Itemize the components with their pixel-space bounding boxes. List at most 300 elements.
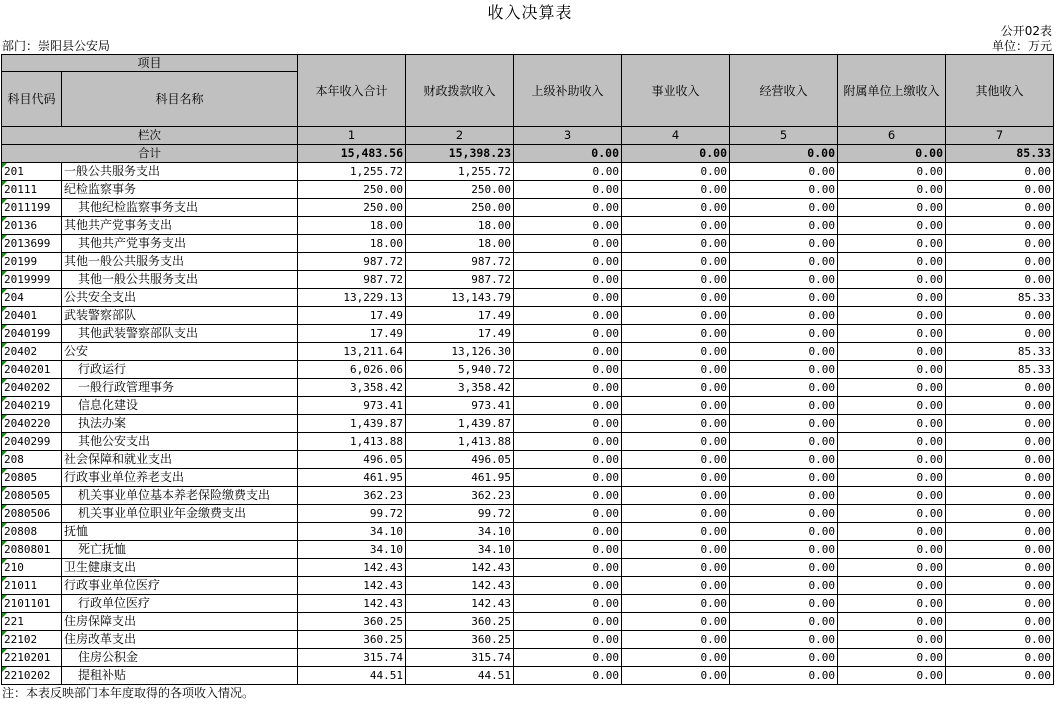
total-label: 合计 [2, 145, 298, 163]
value-cell: 0.00 [730, 199, 838, 217]
subject-code: 22102 [2, 631, 62, 649]
value-cell: 0.00 [514, 595, 622, 613]
value-cell: 0.00 [946, 235, 1054, 253]
value-cell: 0.00 [622, 325, 730, 343]
value-cell: 0.00 [946, 631, 1054, 649]
value-cell: 1,255.72 [298, 163, 406, 181]
value-cell: 0.00 [622, 559, 730, 577]
table-row [2, 451, 1054, 469]
value-cell: 0.00 [946, 217, 1054, 235]
value-cell: 0.00 [730, 181, 838, 199]
value-cell: 0.00 [838, 307, 946, 325]
total-row [2, 145, 1054, 163]
value-cell: 142.43 [406, 577, 514, 595]
value-cell: 18.00 [298, 217, 406, 235]
subject-code: 2013699 [2, 235, 62, 253]
value-cell: 0.00 [730, 361, 838, 379]
subject-name: 其他纪检监察事务支出 [62, 199, 298, 217]
value-cell: 0.00 [838, 271, 946, 289]
value-cell: 0.00 [946, 325, 1054, 343]
total-value: 0.00 [514, 145, 622, 163]
value-cell: 0.00 [622, 505, 730, 523]
value-cell: 0.00 [514, 199, 622, 217]
value-cell: 0.00 [730, 523, 838, 541]
table-row [2, 631, 1054, 649]
table-row [2, 415, 1054, 433]
value-cell: 0.00 [514, 343, 622, 361]
value-cell: 987.72 [406, 253, 514, 271]
value-cell: 0.00 [514, 613, 622, 631]
subject-code: 2040299 [2, 433, 62, 451]
value-cell: 250.00 [406, 181, 514, 199]
value-cell: 0.00 [730, 271, 838, 289]
value-cell: 0.00 [730, 397, 838, 415]
column-index: 7 [946, 127, 1054, 145]
value-cell: 17.49 [406, 307, 514, 325]
value-cell: 0.00 [838, 181, 946, 199]
value-cell: 0.00 [946, 271, 1054, 289]
value-cell: 17.49 [406, 325, 514, 343]
value-cell: 360.25 [298, 613, 406, 631]
subject-name: 一般公共服务支出 [62, 163, 298, 181]
subject-name: 其他公安支出 [62, 433, 298, 451]
subject-code: 2040202 [2, 379, 62, 397]
value-cell: 496.05 [298, 451, 406, 469]
table-row [2, 649, 1054, 667]
value-cell: 85.33 [946, 289, 1054, 307]
value-cell: 0.00 [730, 379, 838, 397]
value-cell: 0.00 [622, 613, 730, 631]
value-cell: 0.00 [730, 505, 838, 523]
value-cell: 0.00 [946, 505, 1054, 523]
value-cell: 0.00 [514, 397, 622, 415]
value-cell: 34.10 [406, 523, 514, 541]
subject-code: 2040199 [2, 325, 62, 343]
total-value: 0.00 [730, 145, 838, 163]
subject-name: 住房改革支出 [62, 631, 298, 649]
value-cell: 17.49 [298, 307, 406, 325]
value-cell: 1,413.88 [298, 433, 406, 451]
value-cell: 0.00 [838, 595, 946, 613]
value-cell: 0.00 [838, 379, 946, 397]
value-cell: 0.00 [730, 163, 838, 181]
value-cell: 0.00 [946, 613, 1054, 631]
value-cell: 0.00 [946, 559, 1054, 577]
subject-name: 信息化建设 [62, 397, 298, 415]
subject-name: 武装警察部队 [62, 307, 298, 325]
column-index: 5 [730, 127, 838, 145]
value-cell: 0.00 [946, 397, 1054, 415]
value-cell: 142.43 [298, 595, 406, 613]
value-cell: 0.00 [514, 181, 622, 199]
value-cell: 0.00 [946, 379, 1054, 397]
subject-code: 20808 [2, 523, 62, 541]
value-cell: 0.00 [730, 631, 838, 649]
value-cell: 250.00 [406, 199, 514, 217]
subject-code: 2210201 [2, 649, 62, 667]
value-cell: 360.25 [406, 631, 514, 649]
header-code: 科目代码 [2, 72, 62, 127]
header-col-1: 本年收入合计 [298, 55, 406, 127]
value-cell: 0.00 [838, 163, 946, 181]
value-cell: 0.00 [622, 217, 730, 235]
value-cell: 0.00 [514, 667, 622, 685]
value-cell: 360.25 [406, 613, 514, 631]
table-row [2, 505, 1054, 523]
value-cell: 362.23 [298, 487, 406, 505]
value-cell: 34.10 [406, 541, 514, 559]
value-cell: 0.00 [946, 181, 1054, 199]
value-cell: 0.00 [622, 415, 730, 433]
value-cell: 0.00 [838, 433, 946, 451]
total-value: 0.00 [622, 145, 730, 163]
value-cell: 0.00 [838, 397, 946, 415]
header-col-3: 上级补助收入 [514, 55, 622, 127]
total-value: 85.33 [946, 145, 1054, 163]
table-row [2, 235, 1054, 253]
value-cell: 0.00 [622, 451, 730, 469]
value-cell: 0.00 [838, 541, 946, 559]
subject-code: 201 [2, 163, 62, 181]
subject-code: 2040201 [2, 361, 62, 379]
value-cell: 0.00 [514, 307, 622, 325]
subject-code: 20111 [2, 181, 62, 199]
header-col-4: 事业收入 [622, 55, 730, 127]
table-row [2, 199, 1054, 217]
unit-label: 单位：万元 [991, 39, 1052, 53]
table-row [2, 325, 1054, 343]
value-cell: 987.72 [406, 271, 514, 289]
value-cell: 0.00 [514, 559, 622, 577]
value-cell: 0.00 [838, 343, 946, 361]
value-cell: 0.00 [514, 649, 622, 667]
value-cell: 0.00 [622, 307, 730, 325]
value-cell: 0.00 [514, 271, 622, 289]
value-cell: 44.51 [406, 667, 514, 685]
value-cell: 0.00 [730, 325, 838, 343]
subject-name: 公共安全支出 [62, 289, 298, 307]
value-cell: 0.00 [838, 667, 946, 685]
table-row [2, 163, 1054, 181]
value-cell: 13,143.79 [406, 289, 514, 307]
value-cell: 0.00 [622, 253, 730, 271]
subject-name: 执法办案 [62, 415, 298, 433]
table-row [2, 361, 1054, 379]
subject-code: 2080506 [2, 505, 62, 523]
column-index: 3 [514, 127, 622, 145]
column-index: 1 [298, 127, 406, 145]
value-cell: 0.00 [730, 487, 838, 505]
value-cell: 0.00 [622, 271, 730, 289]
subject-code: 21011 [2, 577, 62, 595]
total-value: 15,483.56 [298, 145, 406, 163]
table-row [2, 577, 1054, 595]
column-index: 6 [838, 127, 946, 145]
value-cell: 0.00 [838, 505, 946, 523]
value-cell: 0.00 [838, 361, 946, 379]
table-row [2, 379, 1054, 397]
value-cell: 0.00 [514, 415, 622, 433]
value-cell: 360.25 [298, 631, 406, 649]
value-cell: 0.00 [622, 181, 730, 199]
value-cell: 315.74 [406, 649, 514, 667]
value-cell: 0.00 [622, 361, 730, 379]
table-row [2, 253, 1054, 271]
value-cell: 6,026.06 [298, 361, 406, 379]
subject-code: 2080801 [2, 541, 62, 559]
table-row [2, 433, 1054, 451]
value-cell: 1,439.87 [406, 415, 514, 433]
header-item: 项目 [2, 55, 298, 72]
value-cell: 3,358.42 [406, 379, 514, 397]
column-index: 4 [622, 127, 730, 145]
subject-name: 纪检监察事务 [62, 181, 298, 199]
subject-name: 一般行政管理事务 [62, 379, 298, 397]
value-cell: 0.00 [514, 289, 622, 307]
value-cell: 0.00 [514, 541, 622, 559]
subject-name: 死亡抚恤 [62, 541, 298, 559]
table-row [2, 523, 1054, 541]
column-index: 2 [406, 127, 514, 145]
table-row [2, 271, 1054, 289]
value-cell: 0.00 [730, 307, 838, 325]
value-cell: 0.00 [730, 541, 838, 559]
subject-code: 210 [2, 559, 62, 577]
table-row [2, 541, 1054, 559]
value-cell: 13,229.13 [298, 289, 406, 307]
subject-name: 其他一般公共服务支出 [62, 271, 298, 289]
value-cell: 1,255.72 [406, 163, 514, 181]
table-row [2, 343, 1054, 361]
value-cell: 0.00 [730, 253, 838, 271]
value-cell: 142.43 [298, 559, 406, 577]
value-cell: 0.00 [622, 379, 730, 397]
header-col-7: 其他收入 [946, 55, 1054, 127]
value-cell: 1,439.87 [298, 415, 406, 433]
subject-name: 卫生健康支出 [62, 559, 298, 577]
value-cell: 0.00 [622, 487, 730, 505]
header-col-5: 经营收入 [730, 55, 838, 127]
value-cell: 0.00 [622, 163, 730, 181]
value-cell: 0.00 [622, 649, 730, 667]
subject-code: 20805 [2, 469, 62, 487]
value-cell: 0.00 [514, 235, 622, 253]
value-cell: 461.95 [406, 469, 514, 487]
value-cell: 0.00 [730, 595, 838, 613]
table-row [2, 469, 1054, 487]
value-cell: 0.00 [838, 487, 946, 505]
value-cell: 0.00 [838, 415, 946, 433]
value-cell: 18.00 [298, 235, 406, 253]
value-cell: 0.00 [514, 487, 622, 505]
subject-name: 机关事业单位基本养老保险缴费支出 [62, 487, 298, 505]
value-cell: 99.72 [406, 505, 514, 523]
value-cell: 0.00 [514, 523, 622, 541]
value-cell: 0.00 [514, 163, 622, 181]
subject-code: 2210202 [2, 667, 62, 685]
value-cell: 0.00 [838, 523, 946, 541]
value-cell: 0.00 [514, 217, 622, 235]
income-table [1, 54, 1054, 685]
subject-code: 2040220 [2, 415, 62, 433]
value-cell: 0.00 [946, 451, 1054, 469]
subject-name: 抚恤 [62, 523, 298, 541]
subject-code: 221 [2, 613, 62, 631]
value-cell: 0.00 [622, 199, 730, 217]
subject-name: 行政单位医疗 [62, 595, 298, 613]
value-cell: 0.00 [946, 469, 1054, 487]
value-cell: 0.00 [730, 451, 838, 469]
value-cell: 5,940.72 [406, 361, 514, 379]
value-cell: 142.43 [406, 595, 514, 613]
value-cell: 0.00 [838, 649, 946, 667]
total-value: 0.00 [838, 145, 946, 163]
value-cell: 0.00 [946, 433, 1054, 451]
value-cell: 18.00 [406, 235, 514, 253]
value-cell: 0.00 [622, 469, 730, 487]
value-cell: 0.00 [622, 631, 730, 649]
value-cell: 0.00 [730, 577, 838, 595]
subject-name: 住房公积金 [62, 649, 298, 667]
subject-name: 行政事业单位医疗 [62, 577, 298, 595]
value-cell: 0.00 [622, 289, 730, 307]
subject-code: 208 [2, 451, 62, 469]
subject-name: 行政事业单位养老支出 [62, 469, 298, 487]
value-cell: 0.00 [514, 433, 622, 451]
value-cell: 0.00 [946, 595, 1054, 613]
subject-name: 其他共产党事务支出 [62, 217, 298, 235]
subject-name: 公安 [62, 343, 298, 361]
value-cell: 0.00 [622, 397, 730, 415]
value-cell: 0.00 [514, 631, 622, 649]
table-row [2, 667, 1054, 685]
value-cell: 315.74 [298, 649, 406, 667]
value-cell: 13,211.64 [298, 343, 406, 361]
subject-code: 20401 [2, 307, 62, 325]
footnote: 注：本表反映部门本年度取得的各项收入情况。 [2, 686, 255, 700]
value-cell: 0.00 [946, 667, 1054, 685]
value-cell: 99.72 [298, 505, 406, 523]
header-col-6: 附属单位上缴收入 [838, 55, 946, 127]
department-label: 部门：崇阳县公安局 [2, 39, 111, 53]
value-cell: 0.00 [514, 505, 622, 523]
value-cell: 0.00 [730, 613, 838, 631]
subject-code: 2101101 [2, 595, 62, 613]
value-cell: 0.00 [730, 667, 838, 685]
value-cell: 0.00 [622, 577, 730, 595]
value-cell: 0.00 [622, 595, 730, 613]
value-cell: 0.00 [946, 541, 1054, 559]
value-cell: 250.00 [298, 181, 406, 199]
value-cell: 973.41 [298, 397, 406, 415]
value-cell: 0.00 [946, 487, 1054, 505]
value-cell: 0.00 [838, 613, 946, 631]
value-cell: 0.00 [730, 433, 838, 451]
value-cell: 0.00 [514, 253, 622, 271]
value-cell: 496.05 [406, 451, 514, 469]
subject-name: 社会保障和就业支出 [62, 451, 298, 469]
value-cell: 0.00 [622, 235, 730, 253]
value-cell: 0.00 [622, 523, 730, 541]
value-cell: 0.00 [622, 433, 730, 451]
subject-name: 其他一般公共服务支出 [62, 253, 298, 271]
value-cell: 34.10 [298, 523, 406, 541]
table-row [2, 397, 1054, 415]
value-cell: 0.00 [514, 379, 622, 397]
value-cell: 0.00 [514, 325, 622, 343]
value-cell: 0.00 [946, 577, 1054, 595]
value-cell: 13,126.30 [406, 343, 514, 361]
subject-name: 住房保障支出 [62, 613, 298, 631]
subject-code: 20136 [2, 217, 62, 235]
table-row [2, 181, 1054, 199]
value-cell: 0.00 [946, 163, 1054, 181]
value-cell: 0.00 [838, 289, 946, 307]
value-cell: 0.00 [838, 325, 946, 343]
subject-name: 行政运行 [62, 361, 298, 379]
value-cell: 0.00 [838, 559, 946, 577]
value-cell: 0.00 [946, 253, 1054, 271]
value-cell: 0.00 [730, 289, 838, 307]
value-cell: 250.00 [298, 199, 406, 217]
table-row [2, 613, 1054, 631]
value-cell: 0.00 [514, 451, 622, 469]
value-cell: 0.00 [838, 253, 946, 271]
value-cell: 1,413.88 [406, 433, 514, 451]
table-row [2, 307, 1054, 325]
value-cell: 0.00 [622, 667, 730, 685]
value-cell: 0.00 [838, 469, 946, 487]
value-cell: 0.00 [730, 469, 838, 487]
value-cell: 34.10 [298, 541, 406, 559]
value-cell: 0.00 [946, 307, 1054, 325]
value-cell: 0.00 [838, 217, 946, 235]
subject-name: 其他武装警察部队支出 [62, 325, 298, 343]
page-title: 收入决算表 [487, 3, 573, 22]
value-cell: 3,358.42 [298, 379, 406, 397]
value-cell: 0.00 [622, 541, 730, 559]
subject-name: 机关事业单位职业年金缴费支出 [62, 505, 298, 523]
table-row [2, 289, 1054, 307]
value-cell: 0.00 [514, 361, 622, 379]
value-cell: 18.00 [406, 217, 514, 235]
total-value: 15,398.23 [406, 145, 514, 163]
value-cell: 0.00 [838, 631, 946, 649]
subject-code: 2080505 [2, 487, 62, 505]
value-cell: 85.33 [946, 343, 1054, 361]
value-cell: 0.00 [730, 649, 838, 667]
value-cell: 987.72 [298, 253, 406, 271]
subject-code: 20402 [2, 343, 62, 361]
value-cell: 0.00 [622, 343, 730, 361]
value-cell: 461.95 [298, 469, 406, 487]
value-cell: 17.49 [298, 325, 406, 343]
value-cell: 0.00 [730, 235, 838, 253]
value-cell: 142.43 [298, 577, 406, 595]
value-cell: 0.00 [838, 451, 946, 469]
subject-code: 20199 [2, 253, 62, 271]
value-cell: 44.51 [298, 667, 406, 685]
table-row [2, 217, 1054, 235]
value-cell: 85.33 [946, 361, 1054, 379]
value-cell: 0.00 [730, 217, 838, 235]
value-cell: 362.23 [406, 487, 514, 505]
header-name: 科目名称 [62, 72, 298, 127]
value-cell: 987.72 [298, 271, 406, 289]
value-cell: 0.00 [946, 199, 1054, 217]
subject-code: 2019999 [2, 271, 62, 289]
value-cell: 0.00 [946, 523, 1054, 541]
